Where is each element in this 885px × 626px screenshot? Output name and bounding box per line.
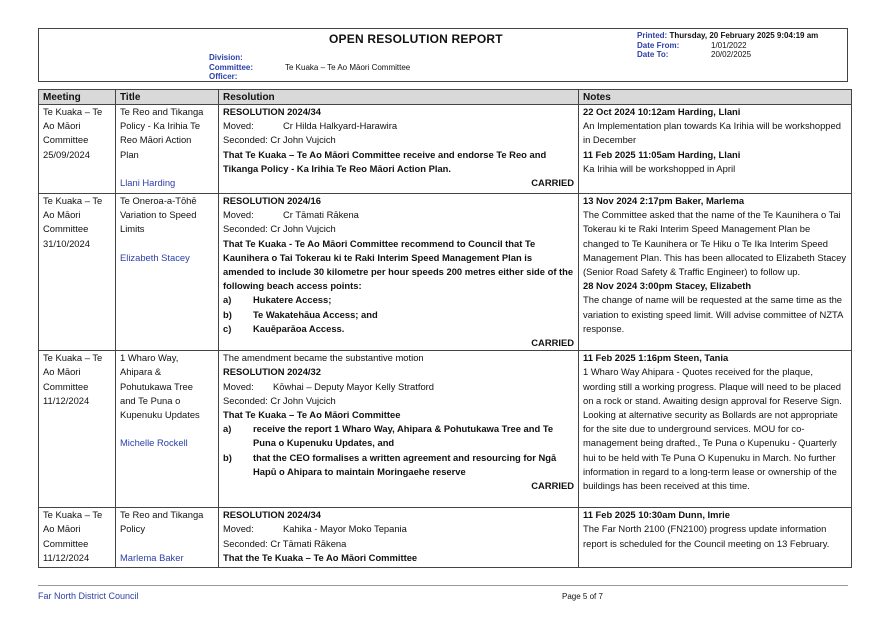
col-resolution: Resolution: [219, 90, 579, 105]
resolution-number: RESOLUTION 2024/32: [223, 366, 321, 378]
title-cell: 1 Wharo Way, Ahipara & Pohutukawa Tree and Te Puna o Kupenuku Updates Michelle Rockell: [116, 351, 219, 508]
officer-link[interactable]: Elizabeth Stacey: [120, 251, 190, 263]
report-header: [38, 28, 848, 82]
carried-status: CARRIED: [531, 480, 574, 492]
meeting-cell: Te Kuaka – Te Ao Māori Committee 11/12/2024: [39, 508, 116, 568]
date-from-row: [637, 41, 847, 51]
motion-text: That the Te Kuaka – Te Ao Māori Committee: [223, 551, 418, 563]
col-title: Title: [116, 90, 219, 105]
printed-line: [637, 31, 847, 41]
resolution-cell: [219, 194, 579, 351]
meeting-cell: Te Kuaka – Te Ao Māori Committee 11/12/2024: [39, 351, 116, 508]
header-labels: [209, 53, 253, 82]
motion-text: That Te Kuaka - Te Ao Māori Committee recommend to Council that Te Kaunihera o Tai Tokerau ki te Raki Interim Speed Management Plan is amended to include 30 kilometre per hour speeds 200 metres either side of the following beach access points:: [223, 237, 574, 292]
officer-link[interactable]: Llani Harding: [120, 176, 176, 188]
notes-cell: 22 Oct 2024 10:12am Harding, Llani An Implementation plan towards Ka Irihia will be workshopped in December 11 Feb 2025 11:05am Harding, Llani Ka Irihia will be workshopped in April: [579, 105, 852, 194]
carried-status: CARRIED: [531, 177, 574, 189]
officer-link[interactable]: Michelle Rockell: [120, 437, 188, 449]
meeting-cell: Te Kuaka – Te Ao Māori Committee 31/10/2024: [39, 194, 116, 351]
date-to-label: Date To:: [637, 50, 669, 59]
seconded-line: Seconded: Cr John Vujcich: [223, 134, 336, 146]
notes-cell: 11 Feb 2025 10:30am Dunn, Imrie The Far North 2100 (FN2100) progress update information report is scheduled for the Council meeting on 13 February.: [579, 508, 852, 568]
moved-line: Moved: Cr Tāmati Rākena: [223, 209, 359, 221]
moved-line: Moved: Kōwhai – Deputy Mayor Kelly Stratford: [223, 380, 435, 392]
title-cell: Te Oneroa-a-Tōhē Variation to Speed Limits Elizabeth Stacey: [116, 194, 219, 351]
table-header-row: [39, 90, 852, 105]
report-title: OPEN RESOLUTION REPORT: [329, 32, 503, 46]
list-item: b) that the CEO formalises a written agreement and resourcing for Ngā Hapū o Ahipara to maintain Moringaehe reserve: [223, 451, 557, 477]
list-item: a) Hukatere Access;: [223, 294, 332, 306]
table-row: [39, 351, 852, 508]
date-from-label: Date From:: [637, 40, 680, 50]
notes-cell: 13 Nov 2024 2:17pm Baker, Marlema The Committee asked that the name of the Te Kaunihera o Tai Tokerau ki te Raki Interim Speed Management Plan be changed to Te Kaunihera or Te Hiku o Te Ika Interim Speed Management Plan. This has been allocated to Elizabeth Stacey (Senior Road Safety & Traffic Engineer) to follow up. 28 Nov 2024 3:00pm Stacey, Elizabeth The change of name will be requested at the same time as the variation to existing speed limit. Will advise committee of NZTA response.: [579, 194, 852, 351]
officer-label: Officer:: [209, 72, 238, 81]
footer-org: Far North District Council: [38, 591, 139, 601]
col-notes: Notes: [579, 90, 852, 105]
moved-line: Moved: Cr Hilda Halkyard-Harawira: [223, 120, 398, 132]
seconded-line: Seconded: Cr John Vujcich: [223, 394, 336, 406]
committee-value: Te Kuaka – Te Ao Māori Committee: [285, 63, 411, 72]
resolution-cell: [219, 351, 579, 508]
motion-text: That Te Kuaka – Te Ao Māori Committee: [223, 409, 401, 421]
table-row: [39, 508, 852, 568]
list-item: b) Te Wakatehāua Access; and: [223, 308, 378, 320]
footer-divider: [38, 585, 848, 586]
table-row: [39, 194, 852, 351]
resolution-table: [38, 89, 852, 568]
moved-line: Moved: Kahika - Mayor Moko Tepania: [223, 523, 407, 535]
preamble: The amendment became the substantive motion: [223, 352, 424, 364]
title-cell: Te Reo and Tikanga Policy Marlema Baker: [116, 508, 219, 568]
carried-status: CARRIED: [531, 337, 574, 349]
date-from-value: 1/01/2022: [711, 40, 747, 50]
date-to-value: 20/02/2025: [711, 50, 752, 59]
motion-text: That Te Kuaka – Te Ao Māori Committee receive and endorse Te Reo and Tikanga Policy - Ka Irihia Te Reo Māori Action Plan.: [223, 148, 547, 174]
list-item: c) Kauēparāoa Access.: [223, 322, 345, 334]
seconded-line: Seconded: Cr John Vujcich: [223, 223, 336, 235]
date-to-row: [637, 50, 847, 60]
seconded-line: Seconded: Cr Tāmati Rākena: [223, 537, 347, 549]
title-cell: Te Reo and Tikanga Policy - Ka Irihia Te Reo Māori Action Plan Llani Harding: [116, 105, 219, 194]
resolution-number: RESOLUTION 2024/16: [223, 195, 321, 206]
footer-page: Page 5 of 7: [562, 592, 603, 601]
header-dates: [637, 31, 847, 60]
meeting-cell: Te Kuaka – Te Ao Māori Committee 25/09/2024: [39, 105, 116, 194]
resolution-number: RESOLUTION 2024/34: [223, 106, 321, 117]
division-label: Division:: [209, 53, 243, 62]
col-meeting: Meeting: [39, 90, 116, 105]
list-item: a) receive the report 1 Wharo Way, Ahipara & Pohutukawa Tree and Te Puna o Kupenuku Updates, and: [223, 423, 554, 449]
notes-cell: 11 Feb 2025 1:16pm Steen, Tania 1 Wharo Way Ahipara - Quotes received for the plaque, wording still a working progress. Plaque will need to be placed on a rock or stand. Awaiting design approval for Reserve Sign. Looking at alternative security as Bollards are not appropriate for the site due to underground services. MOU for co-management being drafted., Te Puna o Kupenuku - Quarterly hui to be held with Te Puna O Kupenuku in March. No further information in regard to a long-term lease or ownership of the buildings has been received at this time.: [579, 351, 852, 508]
committee-label: Committee:: [209, 62, 254, 72]
officer-link[interactable]: Marlema Baker: [120, 551, 184, 563]
printed-value: Thursday, 20 February 2025 9:04:19 am: [669, 31, 819, 40]
resolution-number: RESOLUTION 2024/34: [223, 509, 321, 521]
printed-label: Printed:: [637, 31, 668, 40]
resolution-cell: [219, 508, 579, 568]
table-row: [39, 105, 852, 194]
resolution-cell: [219, 105, 579, 194]
